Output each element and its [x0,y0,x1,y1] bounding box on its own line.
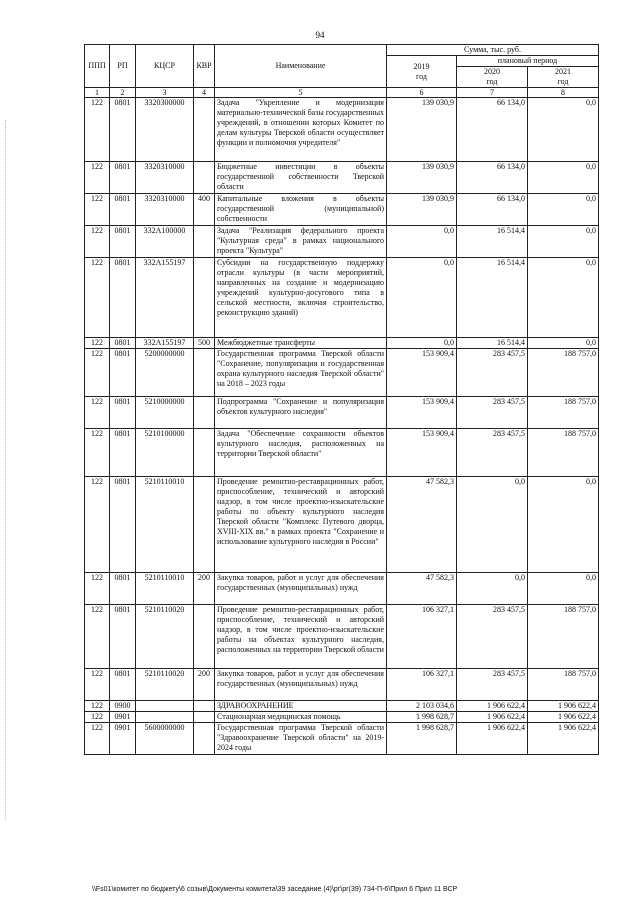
cell-amount-2020: 283 457,5 [457,397,528,429]
cell-amount-2019: 153 909,4 [387,397,457,429]
cell-amount-2021: 0,0 [528,573,599,605]
cell-ppp: 122 [85,669,110,701]
cell-amount-2020: 66 134,0 [457,194,528,226]
cell-kcsr: 5210110020 [136,669,194,701]
header-year-2021 [528,67,599,88]
cell-amount-2021: 0,0 [528,477,599,573]
cell-kcsr: 332A100000 [136,226,194,258]
cell-rp: 0801 [110,226,136,258]
cell-kvr [194,349,215,397]
cell-kvr [194,258,215,338]
column-number: 4 [194,88,215,98]
column-number: 7 [457,88,528,98]
column-number: 2 [110,88,136,98]
cell-amount-2020: 1 906 622,4 [457,701,528,712]
cell-amount-2021: 188 757,0 [528,397,599,429]
cell-kvr [194,723,215,755]
header-year-2019-value: 2019 [413,61,430,71]
cell-amount-2021: 0,0 [528,98,599,162]
header-row-top [85,45,599,56]
cell-amount-2019: 0,0 [387,338,457,349]
cell-kcsr: 332A155197 [136,258,194,338]
table-row [85,605,599,669]
cell-name: Задача "Укрепление и модернизация материально-технической базы государственных учреждений, в отношении которых Комитет по делам культуры Тверской области осуществляет функции и полномочия учредителя" [215,98,387,162]
cell-name: Задача "Обеспечение сохранности объектов культурного наследия, расположенных на территории Тверской области" [215,429,387,477]
cell-rp: 0801 [110,669,136,701]
cell-amount-2019: 106 327,1 [387,605,457,669]
cell-amount-2021: 0,0 [528,226,599,258]
cell-amount-2020: 16 514,4 [457,226,528,258]
cell-rp: 0801 [110,429,136,477]
column-number: 3 [136,88,194,98]
cell-amount-2021: 188 757,0 [528,429,599,477]
cell-amount-2020: 16 514,4 [457,338,528,349]
header-name: Наименование [215,45,387,88]
cell-kcsr: 332A155197 [136,338,194,349]
cell-name: Стационарная медицинская помощь [215,712,387,723]
cell-rp: 0801 [110,162,136,194]
header-ppp: ППП [85,45,110,88]
cell-rp: 0801 [110,338,136,349]
cell-name: Закупка товаров, работ и услуг для обеспечения государственных (муниципальных) нужд [215,669,387,701]
cell-amount-2021: 1 906 622,4 [528,723,599,755]
table-row [85,573,599,605]
table-row [85,258,599,338]
cell-ppp: 122 [85,338,110,349]
cell-kvr: 200 [194,573,215,605]
cell-ppp: 122 [85,723,110,755]
cell-kvr [194,712,215,723]
cell-amount-2019: 139 030,9 [387,194,457,226]
page-number: 94 [315,30,325,40]
cell-amount-2019: 139 030,9 [387,98,457,162]
header-year-2019 [387,56,457,88]
table-row [85,477,599,573]
cell-kcsr [136,701,194,712]
column-number: 6 [387,88,457,98]
cell-name: Задача "Реализация федерального проекта "Культурная среда" в рамках национального проекта "Культура" [215,226,387,258]
cell-ppp: 122 [85,712,110,723]
cell-rp: 0801 [110,573,136,605]
table-row [85,669,599,701]
cell-name: Субсидии на государственную поддержку отрасли культуры (в части мероприятий, направленных на создание и модернизацию учреждений культурно-досугового типа в сельской местности, включая строительство, реконструкцию зданий) [215,258,387,338]
header-rp: РП [110,45,136,88]
cell-rp: 0901 [110,723,136,755]
cell-kcsr [136,712,194,723]
table-row [85,723,599,755]
cell-kvr [194,226,215,258]
cell-ppp: 122 [85,397,110,429]
cell-ppp: 122 [85,349,110,397]
cell-amount-2019: 1 998 628,7 [387,723,457,755]
cell-name: Капитальные вложения в объекты государственной (муниципальной) собственности [215,194,387,226]
cell-rp: 0900 [110,701,136,712]
cell-kvr: 200 [194,669,215,701]
header-year-2020-unit: год [486,77,498,86]
cell-amount-2019: 47 582,3 [387,573,457,605]
cell-amount-2019: 153 909,4 [387,349,457,397]
header-kvr: КВР [194,45,215,88]
cell-ppp: 122 [85,258,110,338]
cell-kcsr: 3320310000 [136,194,194,226]
cell-amount-2020: 1 906 622,4 [457,723,528,755]
header-year-2021-unit: год [557,77,569,86]
cell-rp: 0801 [110,194,136,226]
cell-amount-2020: 1 906 622,4 [457,712,528,723]
cell-amount-2021: 188 757,0 [528,605,599,669]
cell-name: Межбюджетные трансферты [215,338,387,349]
cell-amount-2021: 0,0 [528,162,599,194]
table-row [85,349,599,397]
cell-amount-2020: 0,0 [457,573,528,605]
cell-kvr [194,98,215,162]
cell-amount-2019: 47 582,3 [387,477,457,573]
cell-ppp: 122 [85,573,110,605]
table-row [85,226,599,258]
cell-kvr: 500 [194,338,215,349]
cell-rp: 0801 [110,98,136,162]
cell-name: Проведение ремонтно-реставрационных работ, приспособление, технический и авторский надзор, в том числе проектно-изыскательские работы по объекту культурного наследия Тверской области "Комплекс Путевого дворца, XVIII-XIX вв." в рамках проекта "Сохранение и использование культурного наследия в России" [215,477,387,573]
header-year-2020 [457,67,528,88]
cell-rp: 0801 [110,258,136,338]
header-planned-period: плановый период [457,56,599,67]
table-row [85,397,599,429]
cell-amount-2021: 0,0 [528,194,599,226]
cell-ppp: 122 [85,226,110,258]
cell-amount-2021: 188 757,0 [528,349,599,397]
cell-amount-2021: 0,0 [528,338,599,349]
column-number: 1 [85,88,110,98]
cell-rp: 0801 [110,477,136,573]
cell-name: Государственная программа Тверской области "Сохранение, популяризация и государственная охрана культурного наследия Тверской области" на 2018 – 2023 годы [215,349,387,397]
cell-kcsr: 5210110020 [136,605,194,669]
header-kcsr: КЦСР [136,45,194,88]
cell-rp: 0801 [110,349,136,397]
cell-ppp: 122 [85,162,110,194]
cell-ppp: 122 [85,477,110,573]
table-row [85,98,599,162]
cell-amount-2020: 283 457,5 [457,605,528,669]
cell-kcsr: 3320300000 [136,98,194,162]
cell-name: Бюджетные инвестиции в объекты государственной собственности Тверской области [215,162,387,194]
cell-amount-2020: 66 134,0 [457,162,528,194]
cell-amount-2020: 16 514,4 [457,258,528,338]
cell-amount-2021: 0,0 [528,258,599,338]
budget-table [84,44,599,755]
cell-amount-2019: 139 030,9 [387,162,457,194]
cell-amount-2020: 0,0 [457,477,528,573]
column-number: 8 [528,88,599,98]
cell-amount-2020: 283 457,5 [457,349,528,397]
cell-ppp: 122 [85,194,110,226]
cell-kcsr: 5210110010 [136,477,194,573]
cell-amount-2020: 66 134,0 [457,98,528,162]
cell-name: Проведение ремонтно-реставрационных работ, приспособление, технический и авторский надзор, в том числе проектно-изыскательские работы на объектах культурного наследия, расположенных на территории Тверской области [215,605,387,669]
cell-rp: 0901 [110,712,136,723]
cell-kvr: 400 [194,194,215,226]
cell-rp: 0801 [110,397,136,429]
table-row [85,338,599,349]
table-row [85,712,599,723]
cell-kvr [194,701,215,712]
cell-name: Закупка товаров, работ и услуг для обеспечения государственных (муниципальных) нужд [215,573,387,605]
header-sum: Сумма, тыс. руб. [387,45,599,56]
header-year-2020-value: 2020 [484,67,500,76]
cell-amount-2020: 283 457,5 [457,669,528,701]
cell-rp: 0801 [110,605,136,669]
footer-file-path: \\Fs01\комитет по бюджету\6 созыв\Документы комитета\39 заседание (4)\рг\рг(39) 734-П-6\Прил 6 Прил 11 ВСР [92,886,458,893]
cell-kcsr: 5210000000 [136,397,194,429]
cell-ppp: 122 [85,605,110,669]
cell-amount-2019: 0,0 [387,226,457,258]
table-row [85,194,599,226]
binding-margin-marks [5,120,8,820]
table-row [85,429,599,477]
cell-name: Государственная программа Тверской области "Здравоохранение Тверской области" на 2019-2024 годы [215,723,387,755]
cell-amount-2019: 1 998 628,7 [387,712,457,723]
cell-kcsr: 3320310000 [136,162,194,194]
cell-amount-2019: 106 327,1 [387,669,457,701]
header-year-2019-unit: год [416,71,427,81]
cell-amount-2021: 188 757,0 [528,669,599,701]
table-row [85,701,599,712]
cell-ppp: 122 [85,429,110,477]
cell-amount-2021: 1 906 622,4 [528,701,599,712]
cell-name: ЗДРАВООХРАНЕНИЕ [215,701,387,712]
cell-kcsr: 5600000000 [136,723,194,755]
cell-kcsr: 5200000000 [136,349,194,397]
column-number-row [85,88,599,98]
cell-kvr [194,397,215,429]
column-number: 5 [215,88,387,98]
header-year-2021-value: 2021 [555,67,571,76]
cell-kvr [194,477,215,573]
cell-amount-2019: 0,0 [387,258,457,338]
cell-kcsr: 5210110010 [136,573,194,605]
cell-kvr [194,162,215,194]
cell-ppp: 122 [85,701,110,712]
cell-name: Подпрограмма "Сохранение и популяризация объектов культурного наследия" [215,397,387,429]
cell-amount-2021: 1 906 622,4 [528,712,599,723]
cell-ppp: 122 [85,98,110,162]
cell-amount-2020: 283 457,5 [457,429,528,477]
cell-kvr [194,429,215,477]
cell-amount-2019: 2 103 034,6 [387,701,457,712]
cell-amount-2019: 153 909,4 [387,429,457,477]
cell-kcsr: 5210100000 [136,429,194,477]
table-row [85,162,599,194]
cell-kvr [194,605,215,669]
